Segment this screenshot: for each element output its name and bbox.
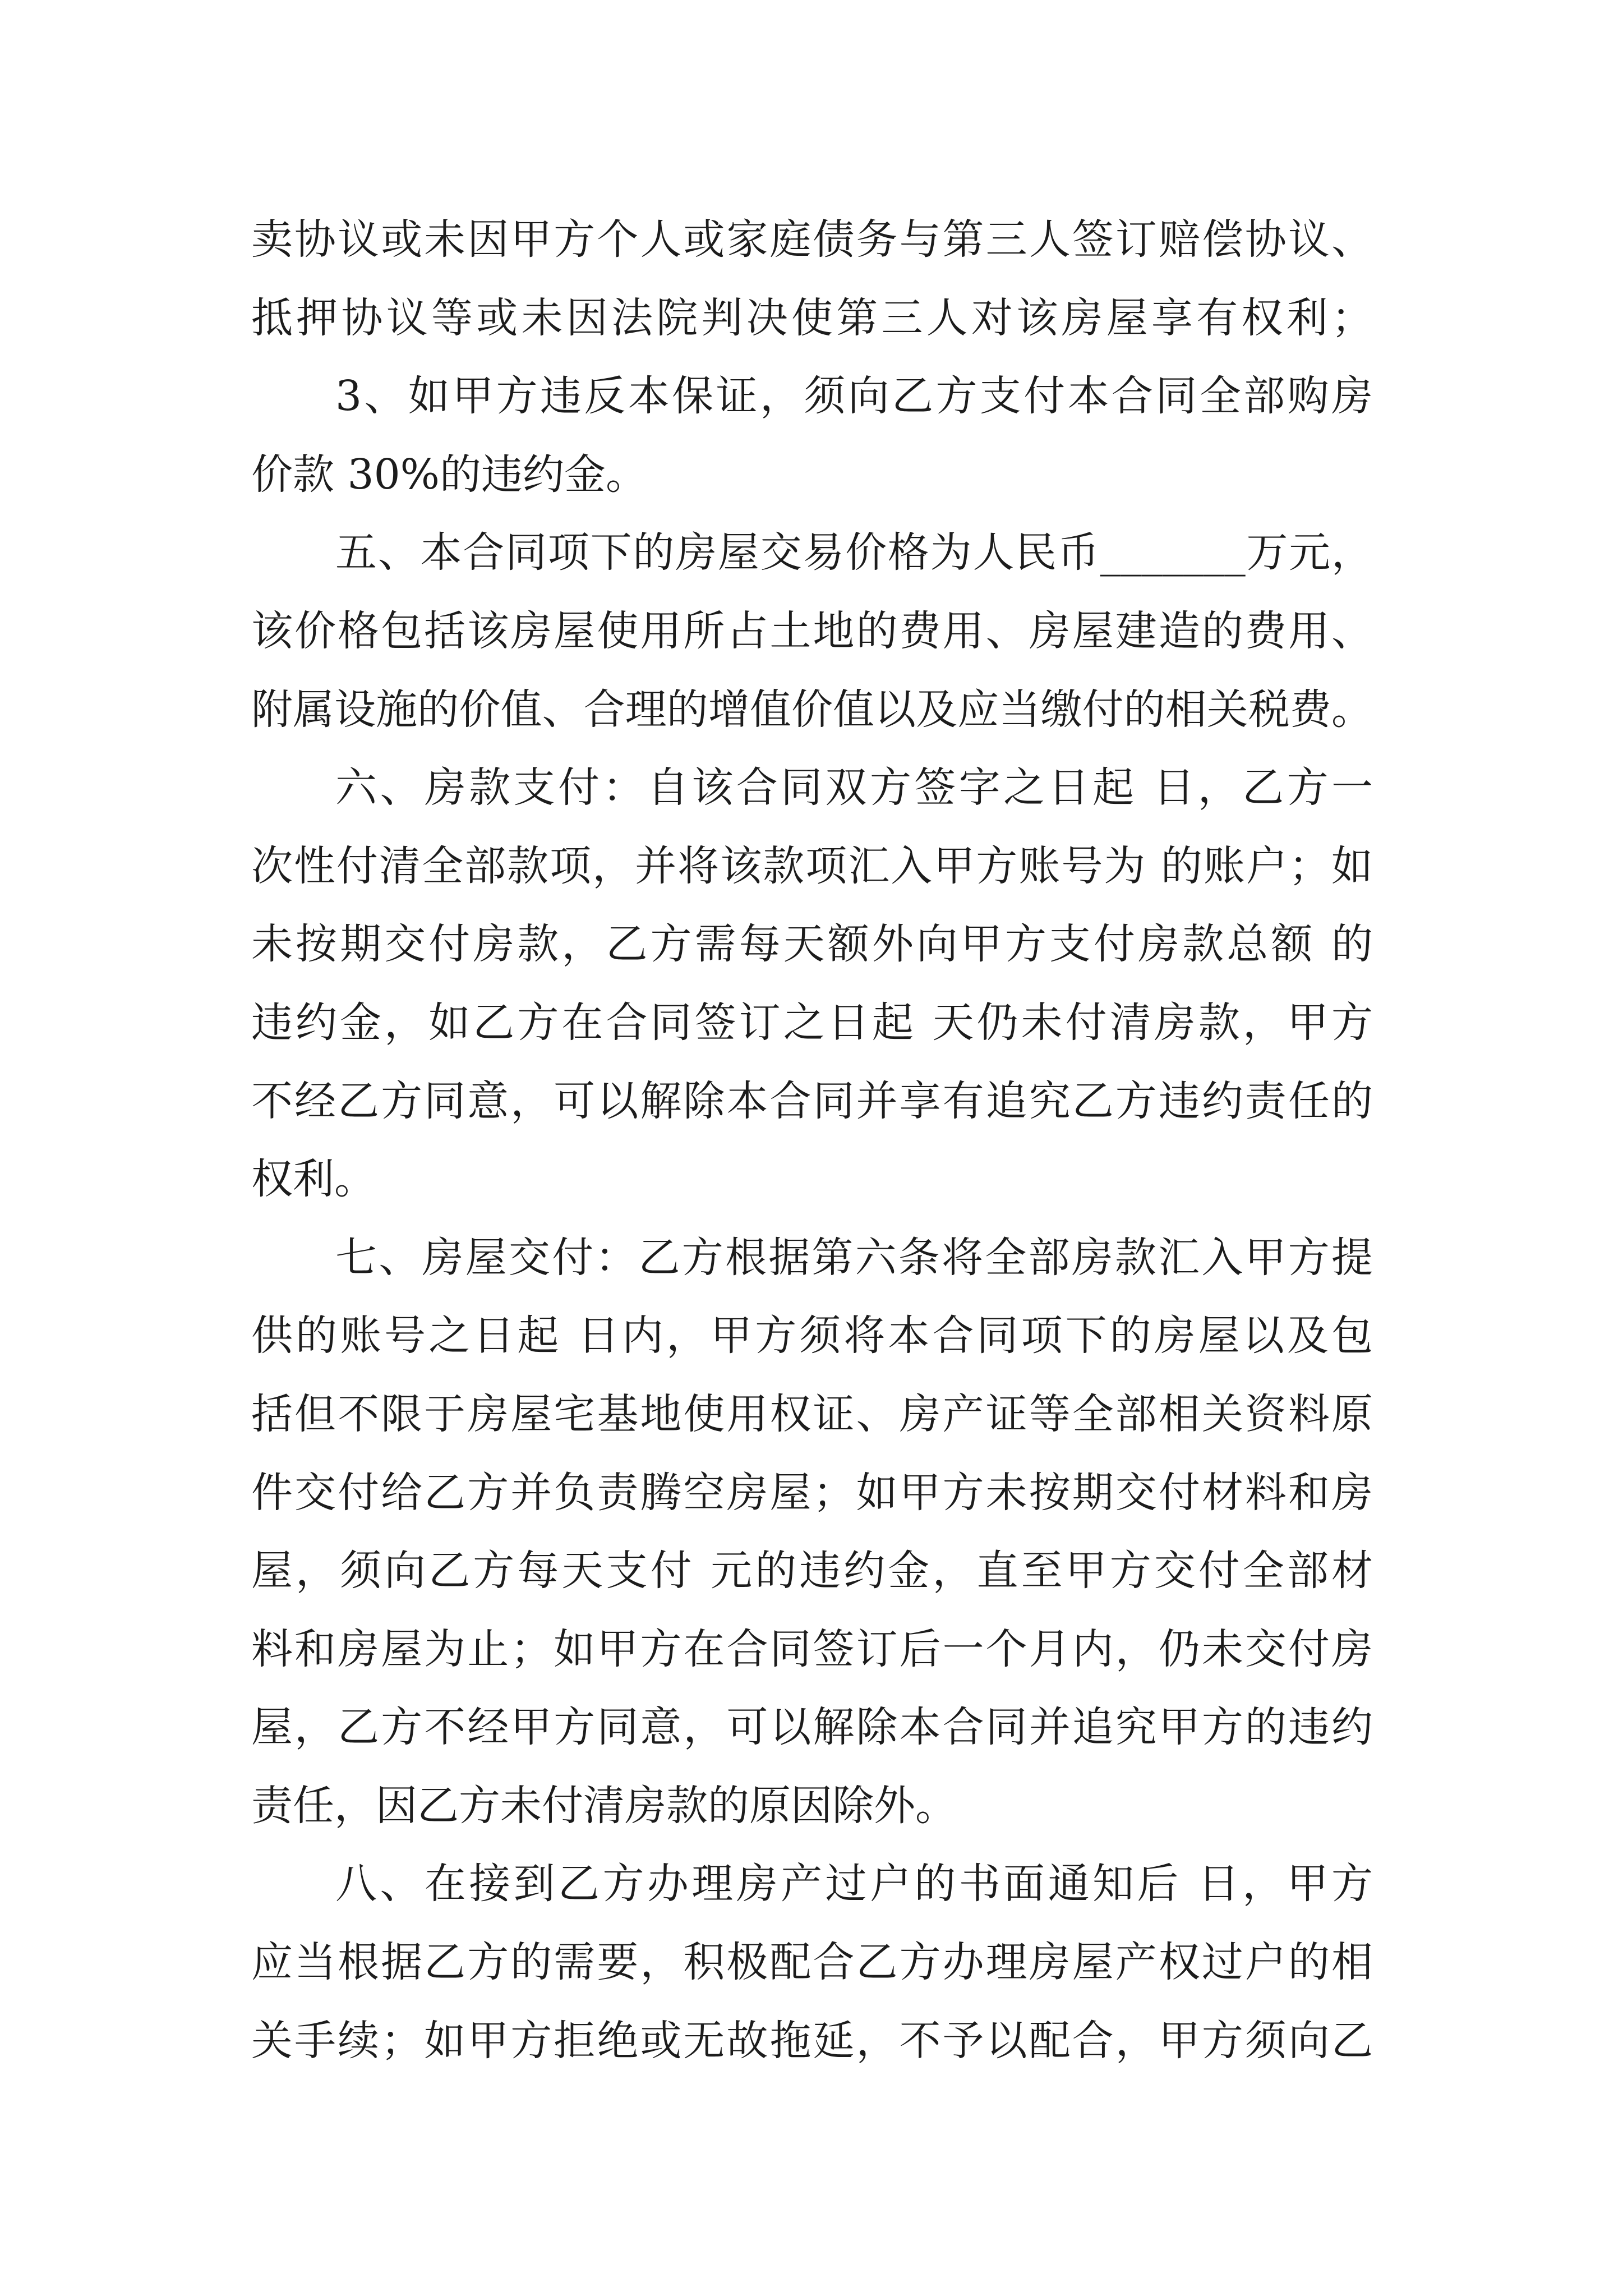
text-line: 供的账号之日起 日内，甲方须将本合同项下的房屋以及包 (251, 1312, 1373, 1360)
text-line: 料和房屋为止；如甲方在合同签订后一个月内，仍未交付房 (251, 1625, 1373, 1673)
text-line: 五、本合同项下的房屋交易价格为人民币_______万元， (335, 528, 1373, 577)
text-line: 未按期交付房款，乙方需每天额外向甲方支付房款总额 的 (251, 920, 1373, 969)
text-line: 件交付给乙方并负责腾空房屋；如甲方未按期交付材料和房 (251, 1468, 1373, 1517)
text-line: 屋，乙方不经甲方同意，可以解除本合同并追究甲方的违约 (251, 1703, 1373, 1752)
text-line: 抵押协议等或未因法院判决使第三人对该房屋享有权利； (251, 293, 1373, 342)
text-line: 七、房屋交付：乙方根据第六条将全部房款汇入甲方提 (335, 1233, 1373, 1282)
text-line: 卖协议或未因甲方个人或家庭债务与第三人签订赔偿协议、 (251, 215, 1373, 264)
text-line: 价款 30%的违约金。 (251, 450, 647, 499)
text-line: 屋，须向乙方每天支付 元的违约金，直至甲方交付全部材 (251, 1547, 1373, 1595)
text-line: 不经乙方同意，可以解除本合同并享有追究乙方违约责任的 (251, 1076, 1373, 1125)
text-line: 关手续；如甲方拒绝或无故拖延，不予以配合，甲方须向乙 (251, 2016, 1373, 2065)
text-line: 括但不限于房屋宅基地使用权证、房产证等全部相关资料原 (251, 1389, 1373, 1438)
text-line: 次性付清全部款项，并将该款项汇入甲方账号为 的账户；如 (251, 841, 1373, 890)
text-line: 应当根据乙方的需要，积极配合乙方办理房屋产权过户的相 (251, 1938, 1373, 1987)
text-line: 权利。 (251, 1155, 376, 1204)
text-line: 六、房款支付：自该合同双方签字之日起 日，乙方一 (335, 763, 1373, 812)
document-body (251, 201, 1373, 2080)
text-line: 违约金，如乙方在合同签订之日起 天仍未付清房款，甲方 (251, 998, 1373, 1047)
text-line: 该价格包括该房屋使用所占土地的费用、房屋建造的费用、 (251, 606, 1373, 655)
text-line: 3、如甲方违反本保证，须向乙方支付本合同全部购房 (335, 372, 1373, 421)
text-line: 八、在接到乙方办理房产过户的书面通知后 日，甲方 (335, 1860, 1373, 1908)
text-line: 附属设施的价值、合理的增值价值以及应当缴付的相关税费。 (251, 685, 1373, 734)
text-line: 责任，因乙方未付清房款的原因除外。 (251, 1781, 957, 1830)
